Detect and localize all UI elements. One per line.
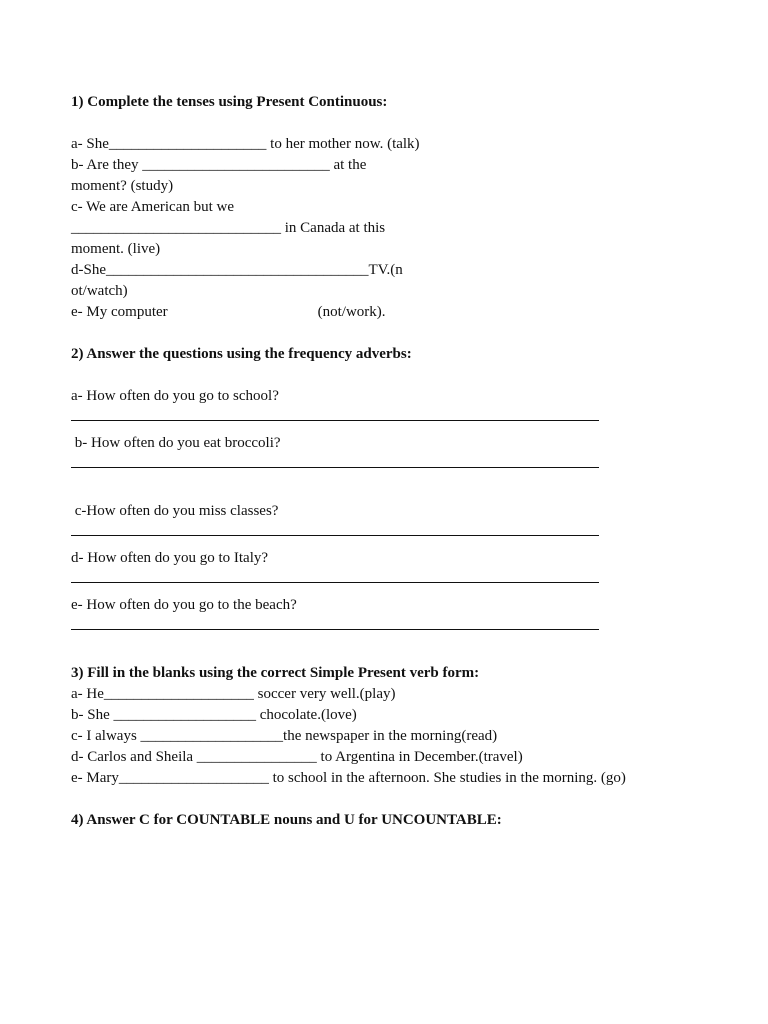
question-d: d- How often do you go to Italy? xyxy=(71,550,269,566)
section1-line-b-cont: moment? (study) xyxy=(71,178,174,194)
section1-line-c-cont: moment. (live) xyxy=(71,241,161,257)
section2-heading: 2) Answer the questions using the frequency adverbs: xyxy=(71,346,412,362)
answer-line-b[interactable] xyxy=(71,467,599,468)
section1-line-a: a- She_____________________ to her mother now. (talk) xyxy=(71,136,420,152)
question-a: a- How often do you go to school? xyxy=(71,388,279,404)
answer-line-e[interactable] xyxy=(71,629,599,630)
question-c: c-How often do you miss classes? xyxy=(71,503,279,519)
section3-line-b: b- She ___________________ chocolate.(love) xyxy=(71,707,357,723)
section1-line-b: b- Are they _________________________ at the xyxy=(71,157,367,173)
question-e: e- How often do you go to the beach? xyxy=(71,597,297,613)
section4-heading: 4) Answer C for COUNTABLE nouns and U for UNCOUNTABLE: xyxy=(71,812,502,828)
section3-line-a: a- He____________________ soccer very well.(play) xyxy=(71,686,396,702)
section3-line-e: e- Mary____________________ to school in the afternoon. She studies in the morning. (go) xyxy=(71,770,626,786)
section1-line-c-blank: ____________________________ in Canada at this xyxy=(71,220,386,236)
section1-line-d: d-She___________________________________TV.(n xyxy=(71,262,403,278)
section1-line-e: e- My computer (not/work). xyxy=(71,304,386,320)
answer-line-d[interactable] xyxy=(71,582,599,583)
worksheet xyxy=(71,92,691,831)
question-b: b- How often do you eat broccoli? xyxy=(71,435,281,451)
section3-line-c: c- I always ___________________the newspaper in the morning(read) xyxy=(71,728,498,744)
answer-line-c[interactable] xyxy=(71,535,599,536)
section3-line-d: d- Carlos and Sheila ________________ to Argentina in December.(travel) xyxy=(71,749,523,765)
section3-heading: 3) Fill in the blanks using the correct Simple Present verb form: xyxy=(71,665,480,681)
section1-line-c: c- We are American but we xyxy=(71,199,235,215)
answer-line-a[interactable] xyxy=(71,420,599,421)
section1-line-d-cont: ot/watch) xyxy=(71,283,128,299)
section1-heading: 1) Complete the tenses using Present Continuous: xyxy=(71,94,388,110)
